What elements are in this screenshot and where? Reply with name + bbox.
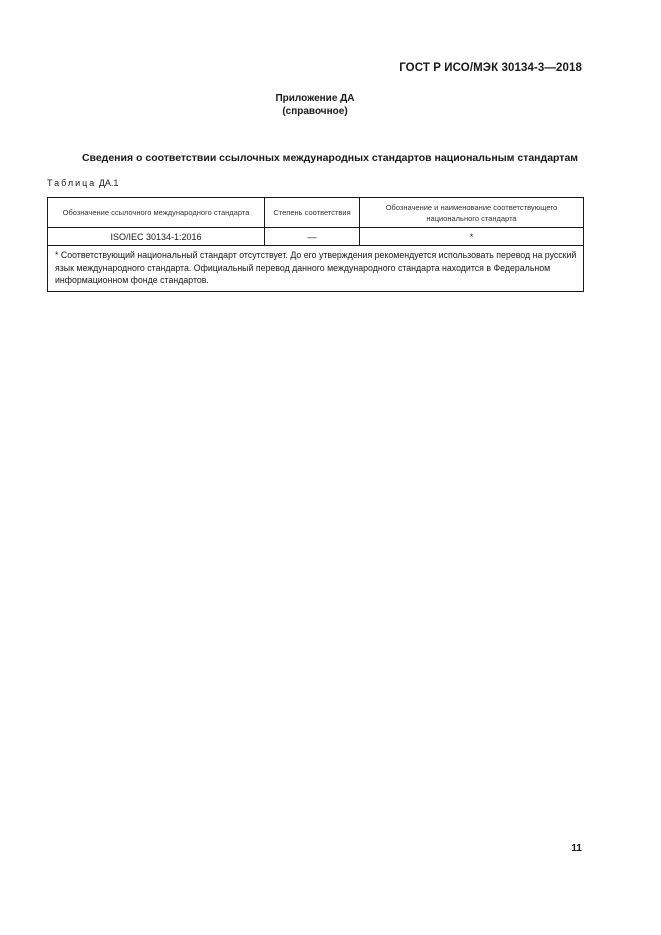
appendix-heading — [200, 92, 430, 118]
table-row — [48, 228, 584, 246]
cell-degree: — — [265, 228, 360, 246]
column-header-reference-standard: Обозначение ссылочного международного стандарта — [48, 198, 265, 228]
column-header-national-standard: Обозначение и наименование соответствующего национального стандарта — [360, 198, 584, 228]
cell-reference-standard: ISO/IEC 30134-1:2016 — [48, 228, 265, 246]
table-caption-number: ДА.1 — [98, 178, 119, 188]
page-number: 11 — [571, 843, 582, 854]
table-footnote-row — [48, 246, 584, 292]
cell-national-standard: * — [360, 228, 584, 246]
column-header-degree: Степень соответствия — [265, 198, 360, 228]
appendix-title: Приложение ДА — [275, 93, 355, 104]
table-header-row — [48, 198, 584, 228]
table-caption-word: Таблица — [47, 178, 97, 188]
table-footnote — [48, 246, 584, 292]
standards-correspondence-table — [47, 197, 584, 292]
section-title: Сведения о соответствии ссылочных международных стандартов национальным стандартам — [81, 152, 579, 164]
standard-designation: ГОСТ Р ИСО/МЭК 30134-3—2018 — [399, 62, 582, 74]
table-caption — [47, 178, 118, 188]
appendix-subtitle: (справочное) — [282, 106, 348, 117]
footnote-text: * Соответствующий национальный стандарт отсутствует. До его утверждения рекомендуется использовать перевод на русский язык международного стандарта. Официальный перевод данного международного стандарта находится в Федеральном информационном фонде стандартов. — [55, 250, 577, 285]
